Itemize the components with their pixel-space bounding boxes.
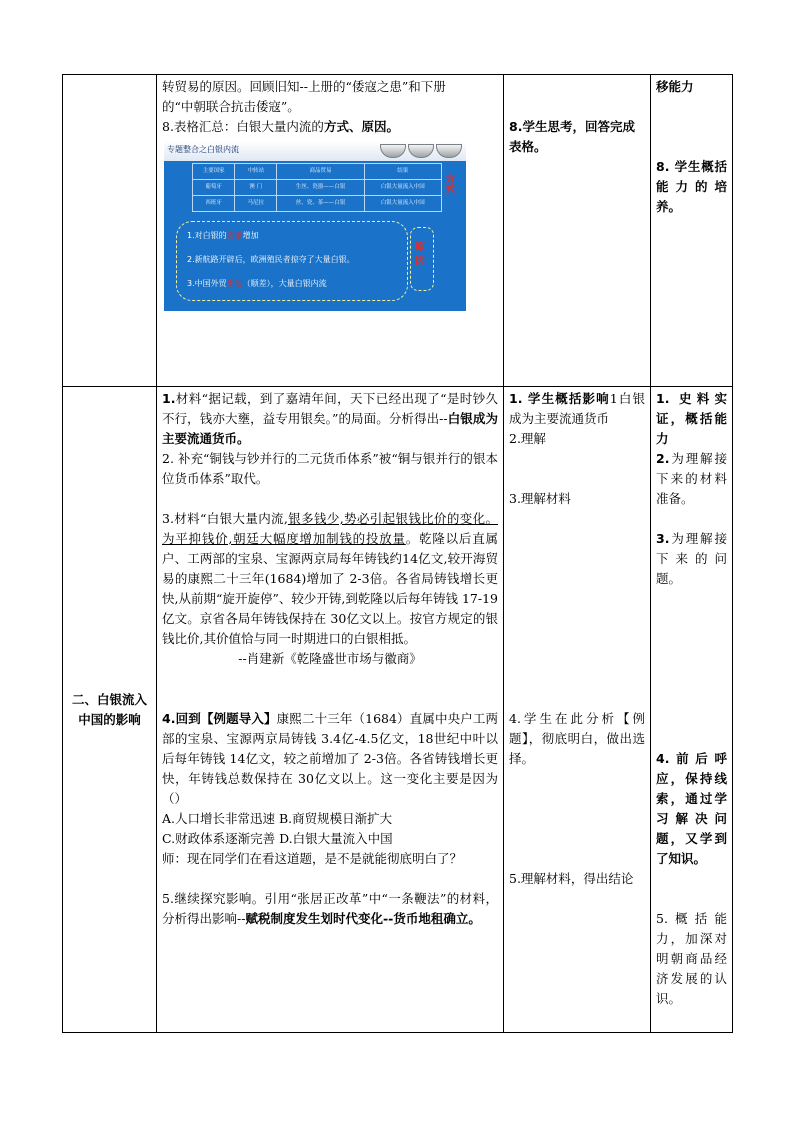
reason-2: 2.新航路开辟后，欧洲殖民者掠夺了大量白银。 (187, 255, 355, 264)
student-item-4: 4.学生在此分析【例题】，彻底明白，做出选择。 (509, 711, 645, 766)
slide-table-cell: 马尼拉 (235, 196, 277, 212)
slide-table-cell: 葡萄牙 (193, 180, 235, 196)
goal-item-1: 1. 史料实证，概括能力 (656, 391, 727, 446)
goal-cell (651, 387, 733, 1033)
reason-3: 3.中国外贸出超（顺差），大量白银内流 (187, 279, 327, 288)
material-5: 5.继续探究影响。引用“张居正改革”中“一条鞭法”的材料，分析得出影响--赋税制度发生划时代变化--货币地租确立。 (162, 891, 498, 926)
slide-table-cell: 白银大量流入中国 (364, 196, 441, 212)
question-options-ab: A.人口增长非常迅速 B.商贸规模日渐扩大 (162, 811, 393, 826)
material-1: 1.材料“据记载，到了嘉靖年间，天下已经出现了“是时钞久不行，钱亦大壅，益专用银矣。”的局面。分析得出--白银成为主要流通货币。 (162, 391, 498, 446)
slide-table-cell: 澳 门 (235, 180, 277, 196)
slide-table-header-row (193, 164, 442, 180)
teacher-remark: 师：现在同学们在看这道题，是不是就能彻底明白了？ (162, 851, 463, 866)
goal-item-3: 3.为理解接下来的问题。 (656, 531, 727, 586)
slide-table-header: 商品贸易 (277, 164, 364, 180)
student-item-1: 1. 学生概括影响1白银成为主要流通货币 (509, 391, 645, 426)
slide-table-row (193, 196, 442, 212)
text-line: 的“中朝联合抗击倭寇”。 (162, 99, 300, 114)
slide-table-cell: 生丝、瓷器——白银 (277, 180, 364, 196)
reasons-box (176, 221, 408, 301)
item-8: 8.表格汇总：白银大量内流的方式、原因。 (162, 119, 399, 134)
slide-table-header: 中转站 (235, 164, 277, 180)
question-options-cd: C.财政体系逐渐完善 D.白银大量流入中国 (162, 831, 393, 846)
student-item-8: 8.学生思考，回答完成表格。 (509, 119, 635, 154)
goal-item-2: 2.为理解接下来的材料准备。 (656, 451, 727, 506)
slide-table-row (193, 180, 442, 196)
slide-title: 专题整合之白银内流 (167, 145, 239, 154)
student-item-3: 3.理解材料 (509, 491, 571, 506)
reason-label: 原因 (415, 242, 425, 267)
text-line: 转贸易的原因。回顾旧知--上册的“倭寇之患”和下册 (162, 79, 446, 94)
slide-table-header: 结果 (364, 164, 441, 180)
table-row (63, 75, 733, 387)
material-2: 2. 补充“铜钱与钞并行的二元货币体系”被“铜与银并行的银本位货币体系”取代。 (162, 451, 498, 486)
student-activity-cell (504, 387, 651, 1033)
reason-1: 1.对白银的需求增加 (187, 231, 259, 240)
slide-trade-table (192, 163, 442, 212)
table-row (63, 387, 733, 1033)
slide-table-cell: 西班牙 (193, 196, 235, 212)
material-3: 3.材料“白银大量内流,银多钱少,势必引起银钱比价的变化。为平抑钱价,朝廷大幅度增加制钱的投放量。乾隆以后直属户、工两部的宝泉、宝源两京局每年铸钱约14亿文,较开海贸易的康熙二十三年(1684)增加了 2-3倍。各省局铸钱增长更快,从前期“旋开旋停”、较少开铸,到乾隆以后每年铸钱 17-19亿文。京省各局年铸钱保持在 30亿文以上。按官方规定的银钱比价,其价值恰与同一时期进口的白银相抵。 (162, 511, 498, 646)
teacher-activity-cell (157, 75, 504, 387)
slide-table-header: 主要国家 (193, 164, 235, 180)
teacher-activity-cell (157, 387, 504, 1033)
student-activity-cell (504, 75, 651, 387)
section-title: 二、白银流入中国的影响 (63, 387, 157, 1033)
student-item-5: 5.理解材料，得出结论 (509, 871, 634, 886)
goal-item-8: 8. 学生概括能力的培养。 (656, 159, 727, 214)
goal-item-5: 5.概括能力，加深对明朝商品经济发展的认识。 (656, 911, 727, 1006)
lesson-plan-table (62, 74, 733, 1033)
material-4: 4.回到【例题导入】康熙二十三年（1684）直属中央户工两部的宝泉、宝源两京局铸钱 3.4亿-4.5亿文，18世纪中叶以后每年铸钱 14亿文，较之前增加了 2-3倍。各省铸钱增长更快，年铸钱总数保持在 30亿文以上。这一变化主要是因为（） (162, 711, 499, 806)
method-label: 方式 (446, 175, 456, 195)
material-3-source: --肖建新《乾隆盛世市场与徽商》 (238, 651, 422, 666)
slide-table-cell: 白银大量流入中国 (364, 180, 441, 196)
goal-cell (651, 75, 733, 387)
section-cell (63, 75, 157, 387)
goal-continuation: 移能力 (656, 79, 694, 94)
goal-item-4: 4.前后呼应，保持线索，通过学习解决问题，又学到了知识。 (656, 751, 727, 866)
silver-inflow-slide-image (164, 141, 466, 311)
slide-table-cell: 丝、瓷、茶——白银 (277, 196, 364, 212)
student-item-2: 2.理解 (509, 431, 546, 446)
